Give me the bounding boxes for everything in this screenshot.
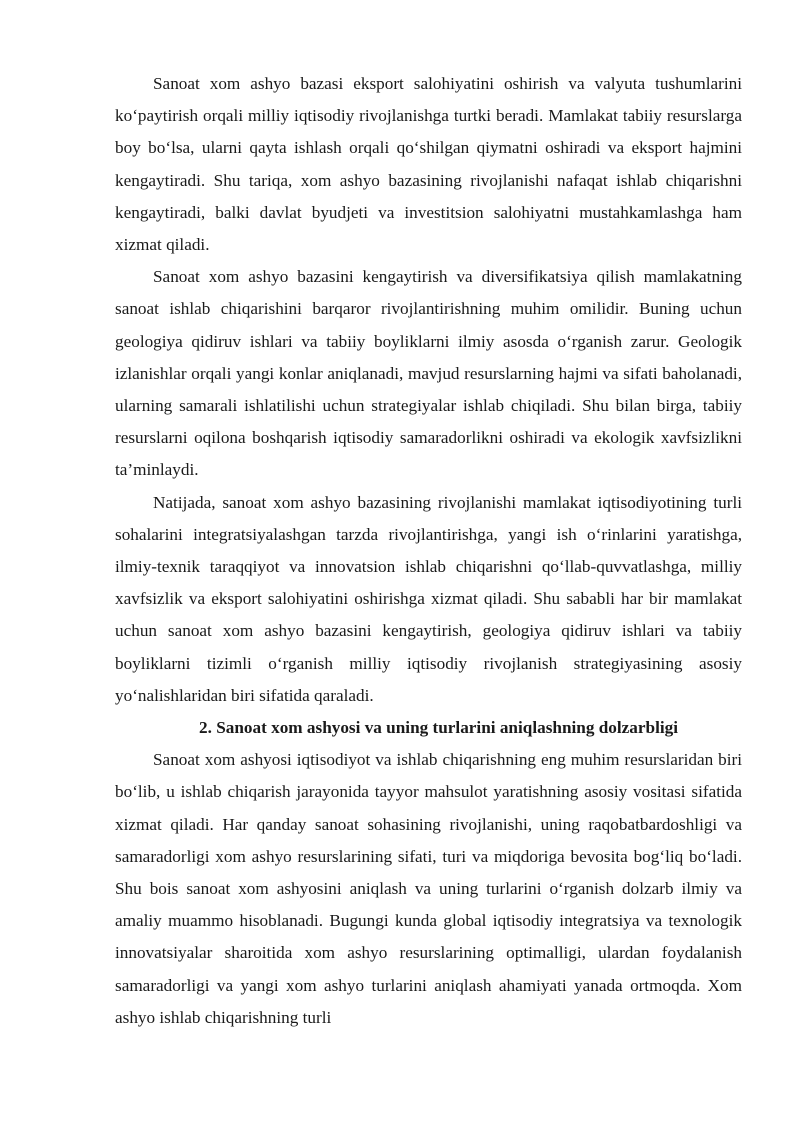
paragraph-diversification: Sanoat xom ashyo bazasini kengaytirish va diversifikatsiya qilish mamlakatning sanoat ishlab chiqarishini barqaror rivojlantirishning muhim omilidir. Buning uchun geologiya qidiruv ishlari va tabiiy boyliklarni ilmiy asosda o‘rganish zarur. Geologik izlanishlar orqali yangi konlar aniqlanadi, mavjud resurslarning hajmi va sifati baholanadi, ularning samarali ishlatilishi uchun strategiyalar ishlab chiqiladi. Shu bilan birga, tabiiy resurslarni oqilona boshqarish iqtisodiy samaradorlikni oshiradi va ekologik xavfsizlikni ta’minlaydi. <box>115 267 742 480</box>
document-page <box>115 68 742 1034</box>
paragraph-raw-materials: Sanoat xom ashyosi iqtisodiyot va ishlab chiqarishning eng muhim resurslaridan biri bo‘lib, u ishlab chiqarish jarayonida tayyor mahsulot yaratishning asosiy vositasi sifatida xizmat qiladi. Har qanday sanoat sohasining rivojlanishi, uning raqobatbardoshligi va samaradorligi xom ashyo resurslarining sifati, turi va miqdoriga bevosita bog‘liq bo‘ladi. Shu bois sanoat xom ashyosini aniqlash va uning turlarini o‘rganish dolzarb ilmiy va amaliy muammo hisoblanadi. Bugungi kunda global iqtisodiy integratsiya va texnologik innovatsiyalar sharoitida xom ashyo resurslarining optimalligi, ulardan foydalanish samaradorligi va yangi xom ashyo turlarini aniqlash ahamiyati yanada ortmoqda. Xom ashyo ishlab chiqarishning turli <box>115 750 742 1027</box>
paragraph-export-potential: Sanoat xom ashyo bazasi eksport salohiyatini oshirish va valyuta tushumlarini ko‘paytirish orqali milliy iqtisodiy rivojlanishga turtki beradi. Mamlakat tabiiy resurslarga boy bo‘lsa, ularni qayta ishlash orqali qo‘shilgan qiymatni oshiradi va eksport hajmini kengaytiradi. Shu tariqa, xom ashyo bazasining rivojlanishi nafaqat ishlab chiqarishni kengaytiradi, balki davlat byudjeti va investitsion salohiyatni mustahkamlashga ham xizmat qiladi. <box>115 74 742 255</box>
section-heading: 2. Sanoat xom ashyosi va uning turlarini aniqlashning dolzarbligi <box>199 718 678 738</box>
paragraph-conclusion: Natijada, sanoat xom ashyo bazasining rivojlanishi mamlakat iqtisodiyotining turli sohalarini integratsiyalashgan tarzda rivojlantirishga, yangi ish o‘rinlarini yaratishga, ilmiy-texnik taraqqiyot va innovatsion ishlab chiqarishni qo‘llab-quvvatlashga, milliy xavfsizlik va eksport salohiyatini oshirishga xizmat qiladi. Shu sababli har bir mamlakat uchun sanoat xom ashyo bazasini kengaytirish, geologiya qidiruv ishlari va tabiiy boyliklarni tizimli o‘rganish milliy iqtisodiy rivojlanish strategiyasining asosiy yo‘nalishlaridan biri sifatida qaraladi. <box>115 492 742 705</box>
